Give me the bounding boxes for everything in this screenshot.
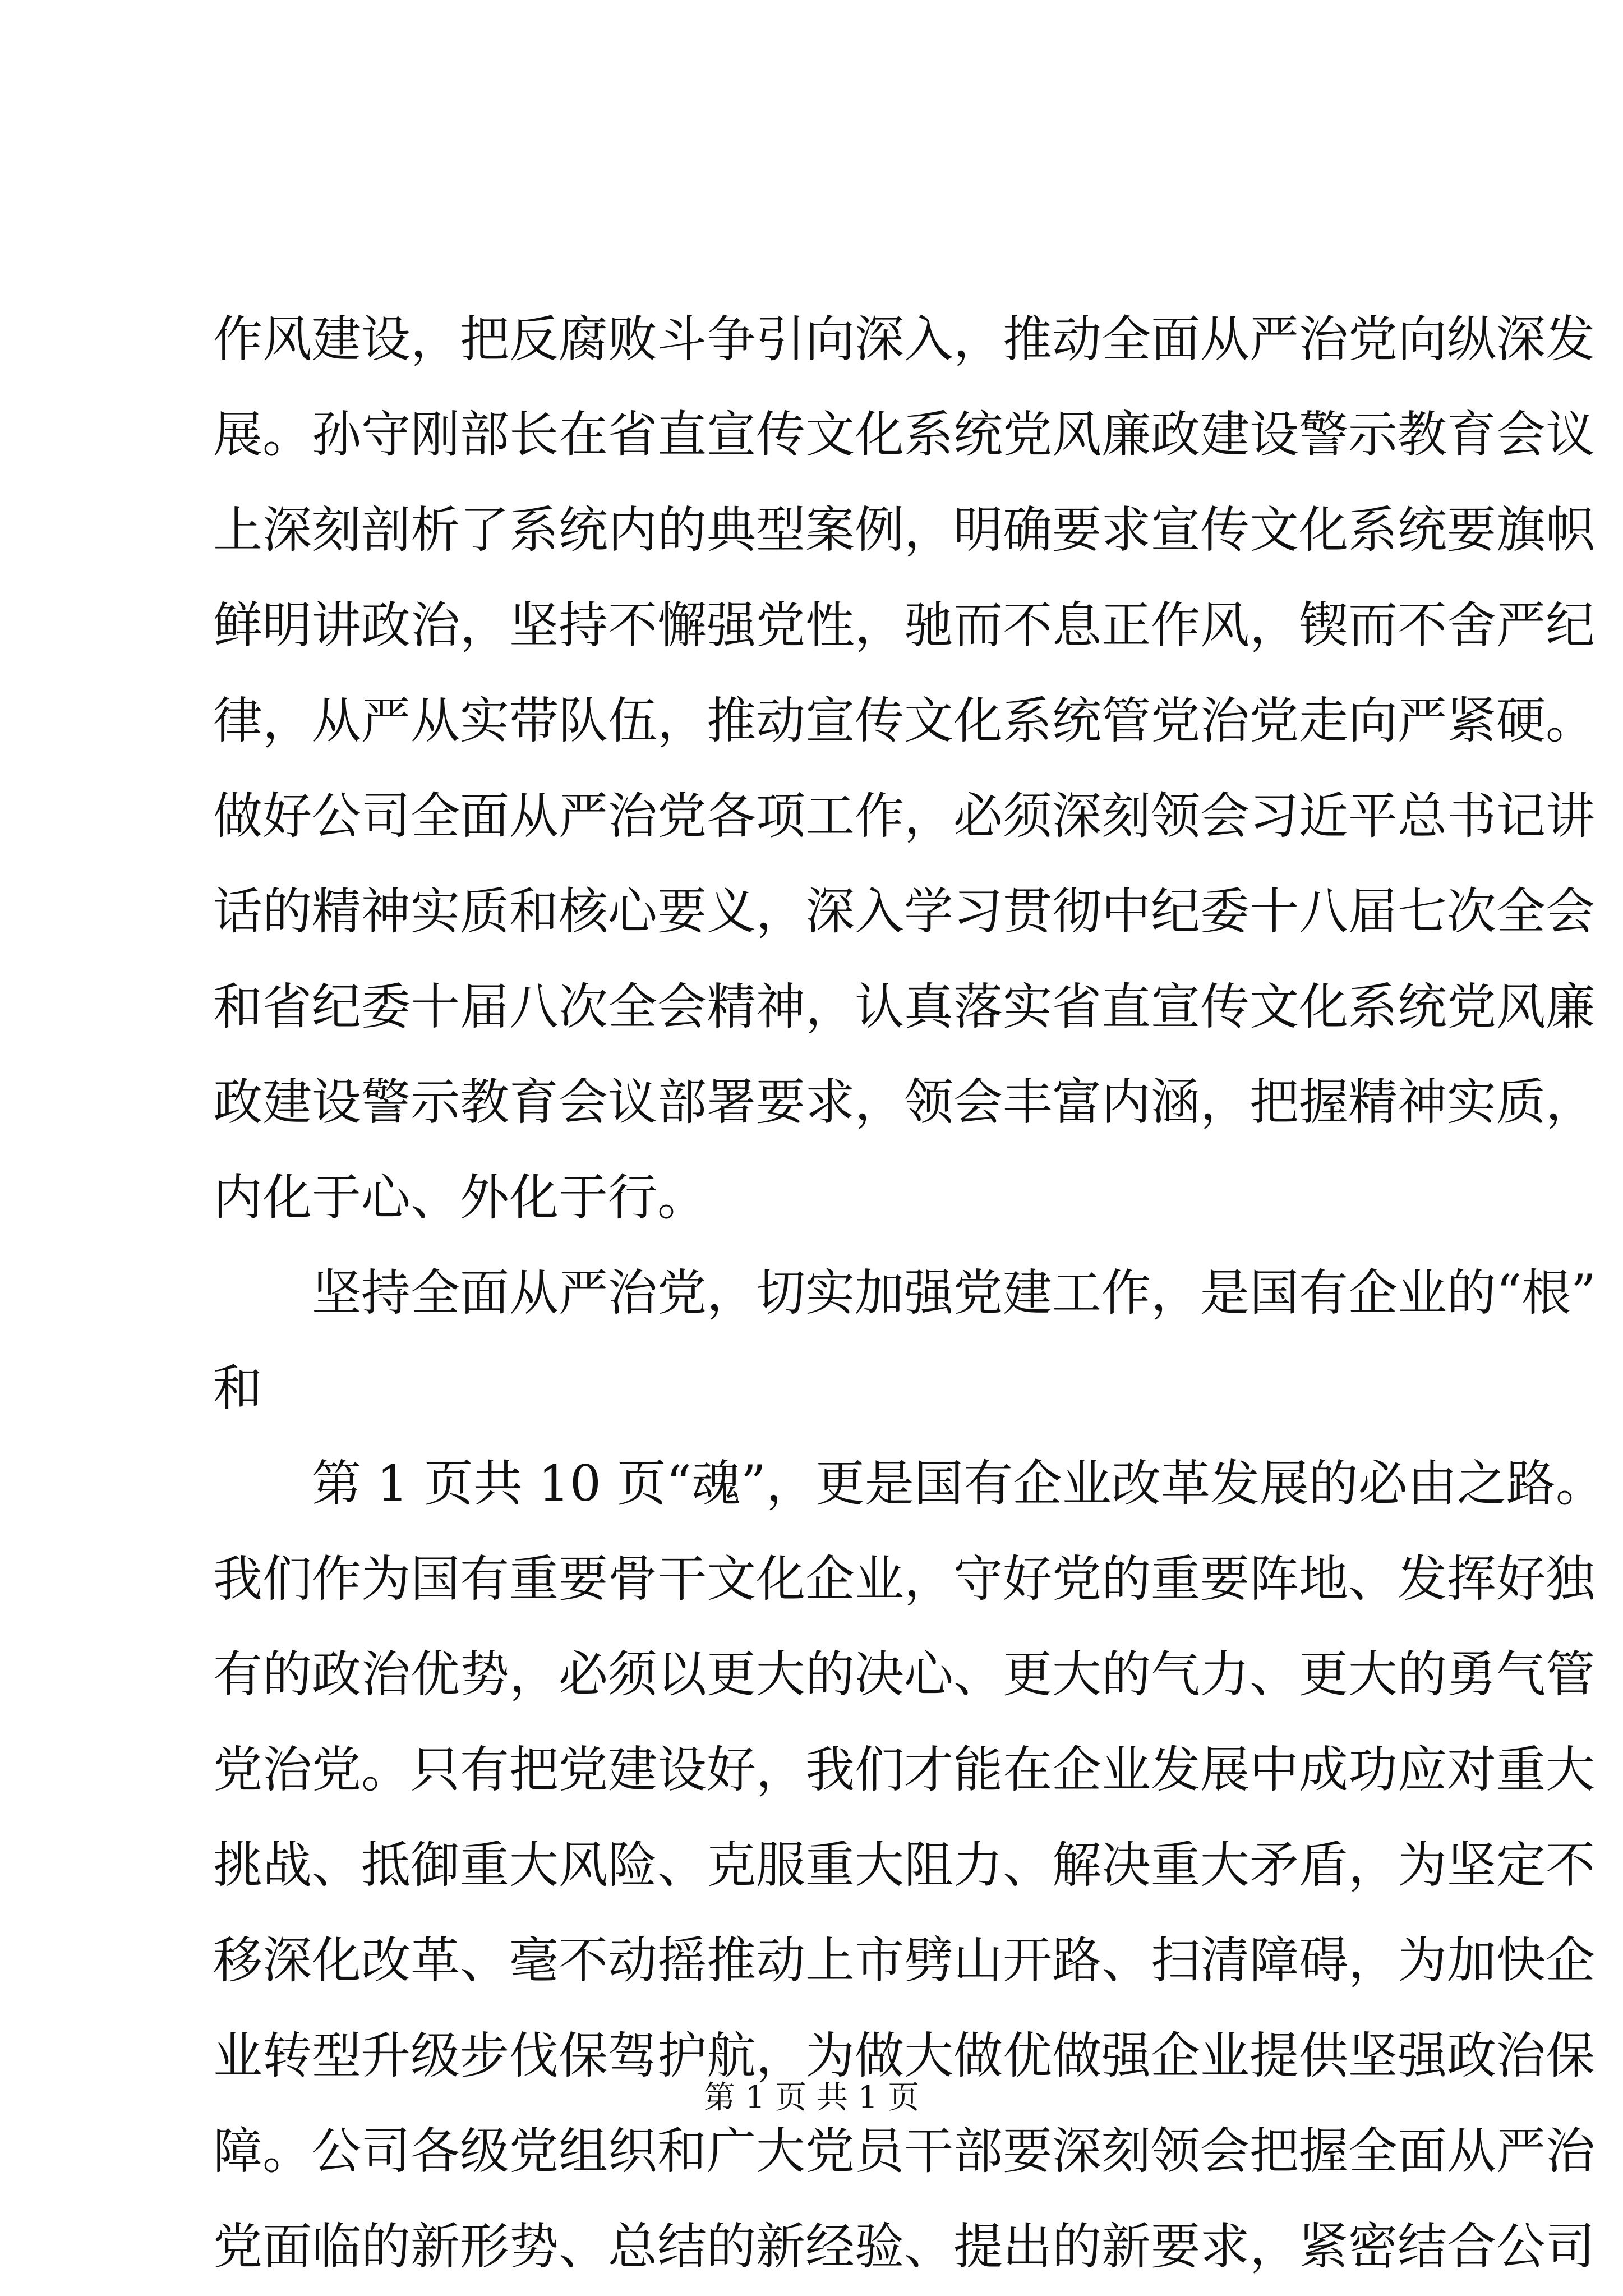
text-line: 内化于心、外化于行。	[213, 1168, 707, 1226]
text-line: 和省纪委十届八次全会精神，认真落实省直宣传文化系统党风廉	[213, 978, 1596, 1036]
text-line: 业转型升级步伐保驾护航，为做大做优做强企业提供坚强政治保	[213, 2027, 1596, 2085]
text-line: 党治党。只有把党建设好，我们才能在企业发展中成功应对重大	[213, 1741, 1596, 1798]
text-line: 障。公司各级党组织和广大党员干部要深刻领会把握全面从严治	[213, 2122, 1596, 2180]
text-line: 有的政治优势，必须以更大的决心、更大的气力、更大的勇气管	[213, 1645, 1596, 1703]
text-line: 作风建设，把反腐败斗争引向深入，推动全面从严治党向纵深发	[213, 310, 1596, 368]
text-line: 挑战、抵御重大风险、克服重大阻力、解决重大矛盾，为坚定不	[213, 1836, 1596, 1894]
document-body	[213, 292, 1605, 2294]
text-line: 做好公司全面从严治党各项工作，必须深刻领会习近平总书记讲	[213, 787, 1596, 845]
text-line: 政建设警示教育会议部署要求，领会丰富内涵，把握精神实质，	[213, 1073, 1596, 1131]
text-line: 我们作为国有重要骨干文化企业，守好党的重要阵地、发挥好独	[213, 1550, 1596, 1608]
text-line: 上深刻剖析了系统内的典型案例，明确要求宣传文化系统要旗帜	[213, 501, 1596, 559]
text-line: 话的精神实质和核心要义，深入学习贯彻中纪委十八届七次全会	[213, 882, 1596, 940]
text-line: 第 1 页共 10 页“魂”，更是国有企业改革发展的必由之路。	[312, 1455, 1605, 1512]
text-line: 党面临的新形势、总结的新经验、提出的新要求，紧密结合公司	[213, 2217, 1596, 2275]
text-line: 律，从严从实带队伍，推动宣传文化系统管党治党走向严紧硬。	[213, 692, 1596, 749]
text-line: 坚持全面从严治党，切实加强党建工作，是国有企业的“根”	[312, 1264, 1596, 1322]
page-footer: 第 1 页 共 1 页	[703, 2079, 920, 2116]
text-line: 和	[213, 1359, 263, 1417]
text-line: 鲜明讲政治，坚持不懈强党性，驰而不息正作风，锲而不舍严纪	[213, 596, 1596, 654]
text-line: 移深化改革、毫不动摇推动上市劈山开路、扫清障碍，为加快企	[213, 1931, 1596, 1989]
text-line: 展。孙守刚部长在省直宣传文化系统党风廉政建设警示教育会议	[213, 406, 1596, 463]
